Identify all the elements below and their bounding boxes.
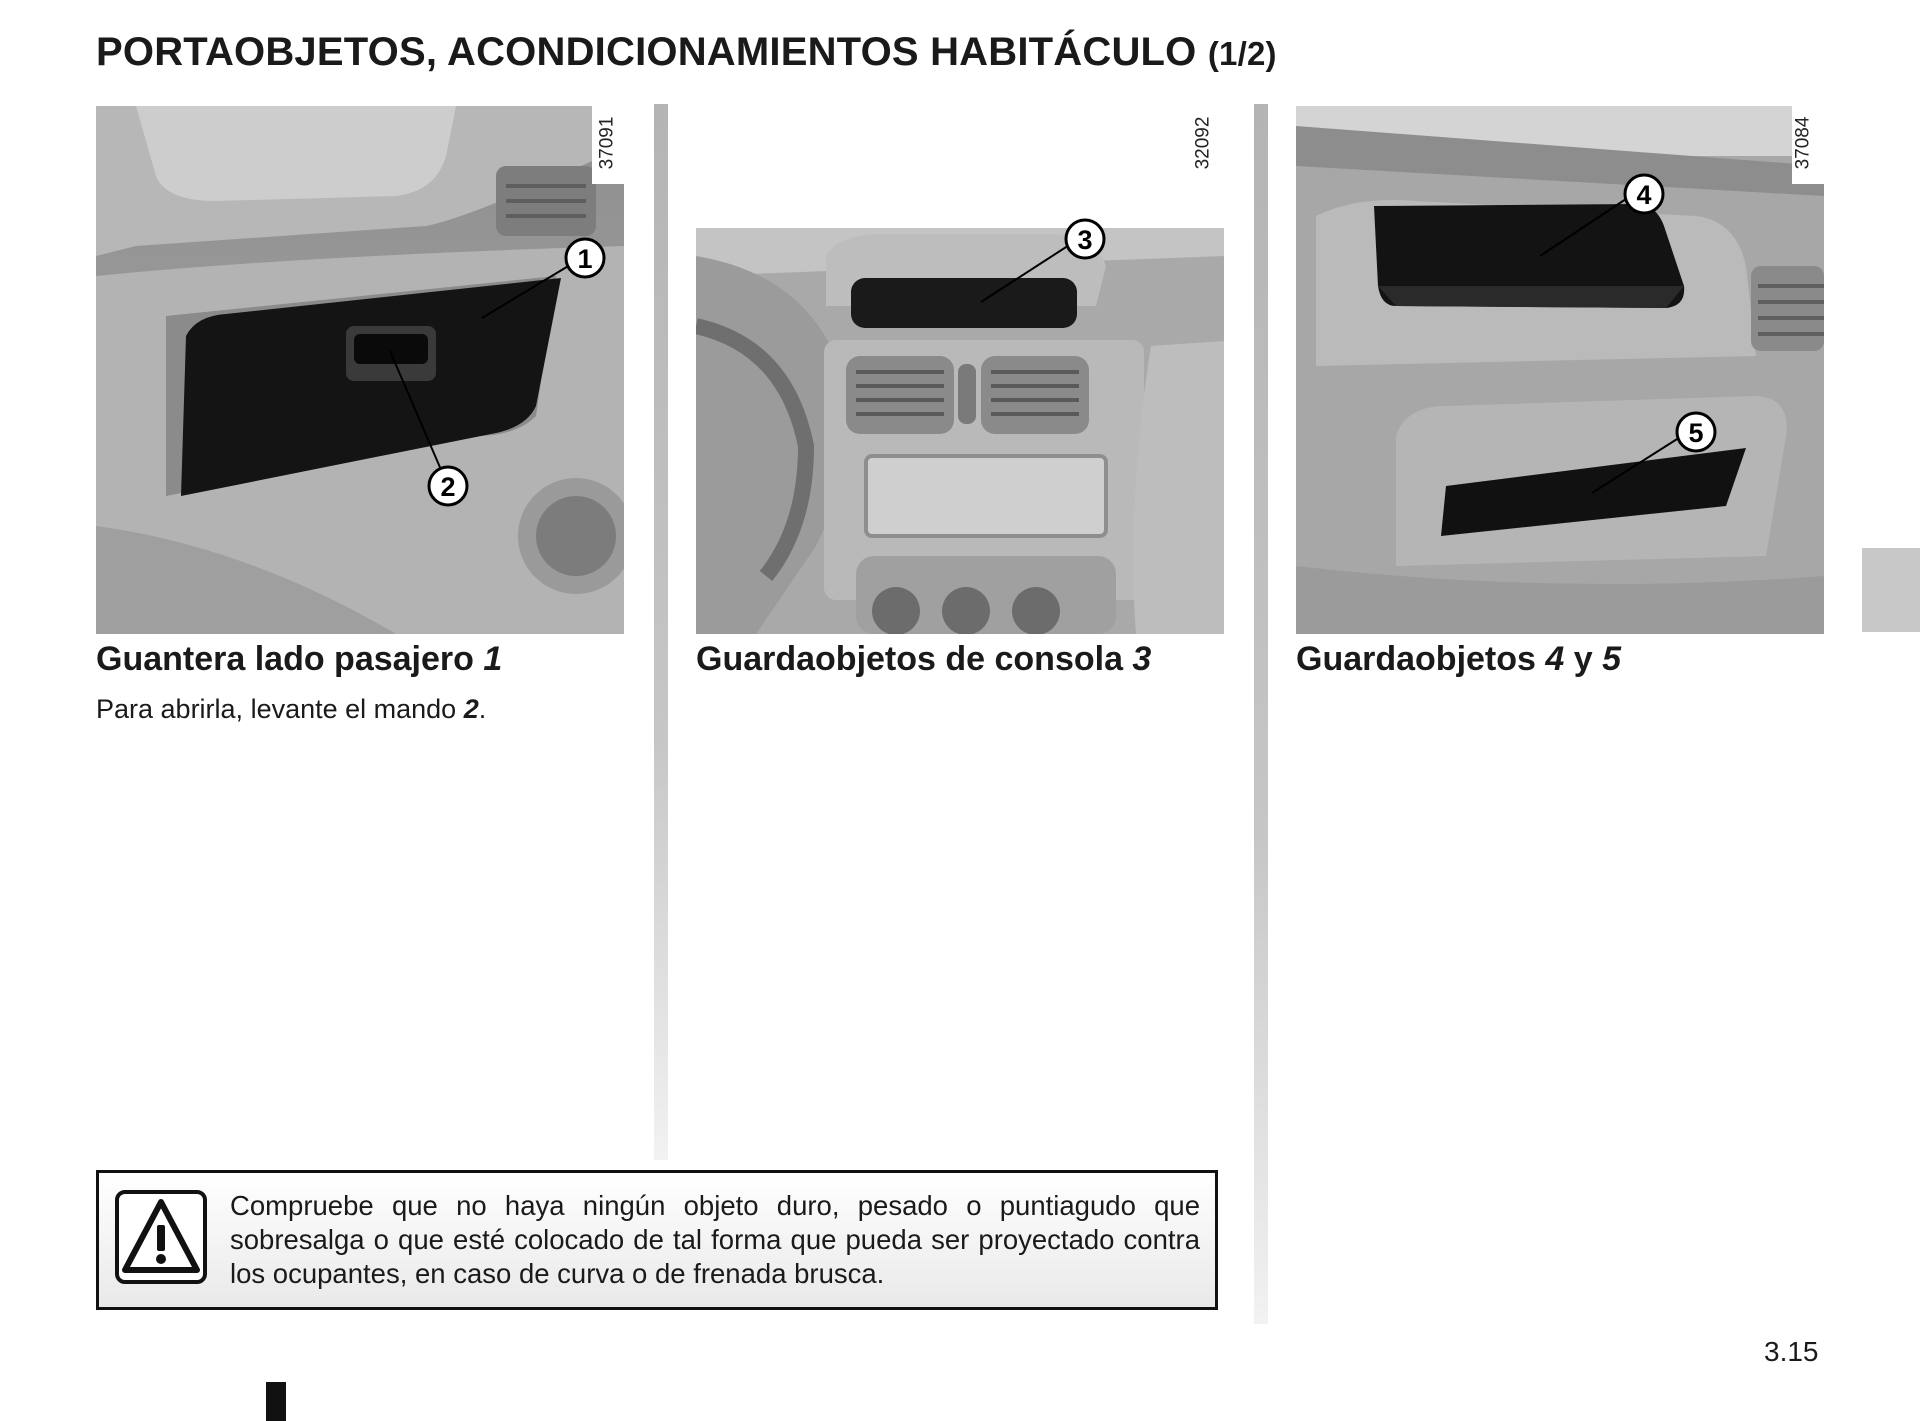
caption-glovebox-text: Guantera lado pasajero: [96, 640, 484, 678]
svg-text:1: 1: [577, 244, 593, 274]
caption-glovebox: [96, 640, 502, 679]
warning-box: [96, 1170, 1218, 1310]
callout-2: [429, 467, 467, 505]
page-number: 3.15: [1764, 1336, 1819, 1367]
glovebox-instructions-end: .: [478, 694, 487, 724]
glovebox-instructions-text: Para abrirla, levante el mando: [96, 694, 464, 724]
page-title: [96, 30, 1277, 75]
photo-storage: [1296, 106, 1824, 634]
callout-4: [1625, 175, 1663, 213]
callout-3: [1066, 220, 1104, 258]
page-title-text: PORTAOBJETOS, ACONDICIONAMIENTOS HABITÁCULO: [96, 30, 1197, 74]
image-ref-1: 37091: [596, 116, 618, 170]
glovebox-illustration: [96, 106, 624, 634]
image-ref-3: 37084: [1792, 116, 1814, 170]
callout-5: [1677, 413, 1715, 451]
console-illustration: [696, 106, 1224, 634]
crop-mark: [266, 1382, 286, 1421]
column-divider-left: [654, 104, 668, 1160]
storage-illustration: [1296, 106, 1824, 634]
caption-console-text: Guardaobjetos de consola: [696, 640, 1133, 678]
photo-glovebox: [96, 106, 624, 634]
svg-text:3: 3: [1077, 225, 1093, 255]
caption-storage-num-a: 4: [1545, 640, 1565, 678]
caption-storage-text: Guardaobjetos: [1296, 640, 1546, 678]
section-tab: [1862, 548, 1920, 632]
caption-storage-num-b: 5: [1602, 640, 1622, 678]
page-title-part: (1/2): [1207, 35, 1277, 72]
column-divider-right: [1254, 104, 1268, 1324]
caption-storage: [1296, 640, 1621, 679]
svg-text:2: 2: [440, 472, 456, 502]
callout-1: [566, 239, 604, 277]
caption-console-num: 3: [1132, 640, 1152, 678]
glovebox-instructions: [96, 694, 486, 725]
photo-console: [696, 106, 1224, 634]
warning-text: Compruebe que no haya ningún objeto duro, pesado o puntiagudo que sobresalga o que esté colocado de tal forma que pueda ser proyectado contra los ocupantes, en caso de curva o de frenada brusca.: [230, 1190, 1200, 1289]
svg-text:5: 5: [1688, 418, 1704, 448]
image-ref-2: 32092: [1192, 116, 1214, 170]
caption-storage-join: y: [1564, 640, 1603, 678]
caption-glovebox-num: 1: [483, 640, 503, 678]
warning-triangle-icon: [115, 1190, 207, 1284]
glovebox-instructions-num: 2: [463, 694, 479, 724]
svg-text:4: 4: [1636, 180, 1652, 210]
caption-console: [696, 640, 1151, 679]
